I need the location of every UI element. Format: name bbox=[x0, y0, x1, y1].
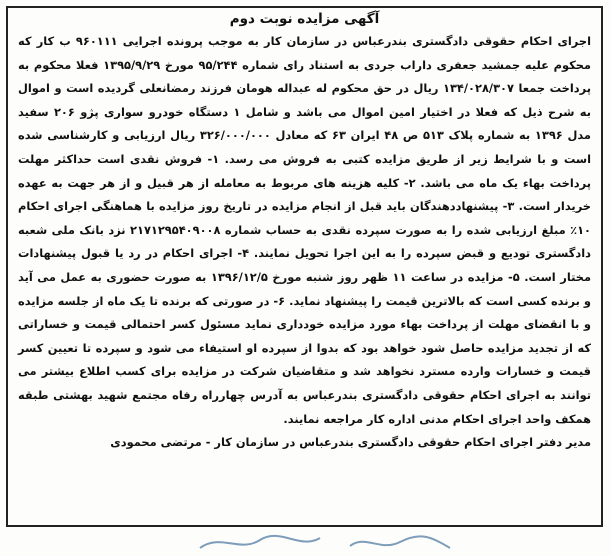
notice-title: آگهی مزایده نوبت دوم bbox=[229, 11, 380, 27]
auction-notice bbox=[6, 6, 603, 527]
notice-signature: مدیر دفتر اجرای احکام حقوقی دادگستری بندرعباس در سازمان کار - مرتضی محمودی bbox=[110, 435, 591, 450]
notice-body: اجرای احکام حقوقی دادگستری بندرعباس در سازمان کار به موجب پرونده اجرایی ۹۶۰۱۱۱ ب کار که محکوم علیه جمشید جعفری داراب جردی به استناد رای شماره ۹۵/۲۴۴ مورخ ۱۳۹۵/۹/۲۹ فعلا محکوم به پرداخت جمعا ۱۳۴/۰۲۸/۳۰۷ ریال در حق محکوم له عبداله هومان فرزند رمضانعلی گردیده است و اموال به شرح ذیل که فعلا در اختیار امین اموال می باشد و شامل ۱ دستگاه خودرو سواری پژو ۲۰۶ سفید مدل ۱۳۹۶ به شماره پلاک ۵۱۳ ص ۴۸ ایران ۶۳ که معادل ۳۲۶/۰۰۰/۰۰۰ ریال ارزیابی و کارشناسی شده است و با شرایط زیر از طریق مزایده کتبی به فروش می رسد. ۱- فروش نقدی است حداکثر مهلت پرداخت بهاء یک ماه می باشد. ۲- کلیه هزینه های مربوط به معامله از هر قبیل و از هر جهت به عهده خریدار است. ۳- پیشنهاددهندگان باید قبل از انجام مزایده در تاریخ روز مزایده با هماهنگی اجرای احکام ۱۰٪ مبلغ ارزیابی شده را به صورت سپرده نقدی به حساب شماره ۲۱۷۱۲۹۵۴۰۹۰۰۸ نزد بانک ملی شعبه دادگستری تودیع و قبض سپرده را به این اجرا تحویل نمایند. ۴- اجرای احکام در رد یا قبول پیشنهادات مختار است. ۵- مزایده در ساعت ۱۱ ظهر روز شنبه مورخ ۱۳۹۶/۱۲/۵ به صورت حضوری به عمل می آید و برنده کسی است که بالاترین قیمت را پیشنهاد نماید. ۶- در صورتی که برنده تا یک ماه از جلسه مزایده و با انقضای مهلت از پرداخت بهاء مورد مزایده خودداری نماید مسئول کسر احتمالی قیمت و خساراتی که از تجدید مزایده حاصل شود خواهد بود که بدوا از سپرده او استیفاء می شود و سپرده تا تعیین کسر قیمت و خسارات وارده مسترد نخواهد شد و متقاضیان شرکت در مزایده برای کسب اطلاع بیشتر می توانند به اجرای احکام حقوقی دادگستری بندرعباس به آدرس چهارراه رفاه مجتمع شهید بهشتی طبقه همکف واحد اجرای احکام مدنی اداره کار مراجعه نمایند. bbox=[18, 34, 592, 426]
handwritten-scribble bbox=[180, 528, 480, 556]
